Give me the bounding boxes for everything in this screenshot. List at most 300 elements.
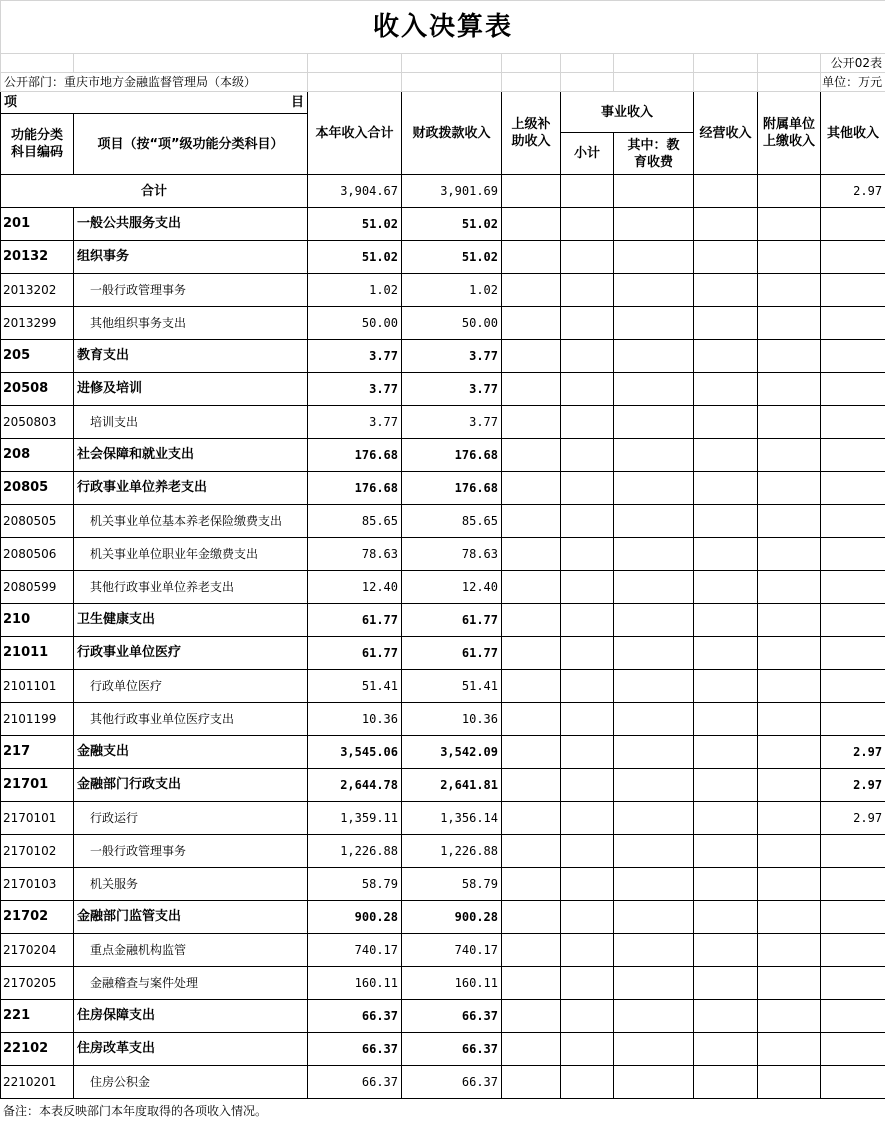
row-career-subtotal	[561, 208, 614, 241]
row-affiliated-income	[758, 670, 821, 703]
row-other-income	[821, 901, 885, 934]
row-career-subtotal	[561, 868, 614, 901]
row-name: 其他行政事业单位养老支出	[74, 571, 308, 604]
row-name: 进修及培训	[74, 373, 308, 406]
row-fiscal-income: 10.36	[402, 703, 502, 736]
row-name: 组织事务	[74, 241, 308, 274]
row-name: 卫生健康支出	[74, 604, 308, 637]
header-education-fee: 其中：教育收费	[614, 133, 694, 175]
row-total-income: 3.77	[308, 406, 402, 439]
row-total-income: 740.17	[308, 934, 402, 967]
row-education-fee	[614, 1000, 694, 1033]
row-operating-income	[694, 802, 758, 835]
row-code: 2210201	[1, 1066, 74, 1099]
row-education-fee	[614, 901, 694, 934]
row-name: 教育支出	[74, 340, 308, 373]
row-other-income	[821, 274, 885, 307]
table-row	[1, 571, 885, 604]
total-label: 合计	[1, 175, 308, 208]
table-row	[1, 1033, 885, 1066]
row-code: 21701	[1, 769, 74, 802]
total-income-value: 3,904.67	[308, 175, 402, 208]
table-row	[1, 208, 885, 241]
row-code: 2080599	[1, 571, 74, 604]
row-affiliated-income	[758, 208, 821, 241]
row-career-subtotal	[561, 703, 614, 736]
row-code: 2170102	[1, 835, 74, 868]
footnote: 备注：本表反映部门本年度取得的各项收入情况。	[3, 1104, 268, 1118]
row-name: 行政事业单位医疗	[74, 637, 308, 670]
row-operating-income	[694, 703, 758, 736]
row-affiliated-income	[758, 901, 821, 934]
row-career-subtotal	[561, 241, 614, 274]
row-operating-income	[694, 1066, 758, 1099]
row-total-income: 3.77	[308, 340, 402, 373]
row-superior-subsidy	[502, 802, 561, 835]
table-row	[1, 439, 885, 472]
row-other-income	[821, 373, 885, 406]
row-education-fee	[614, 736, 694, 769]
row-code: 221	[1, 1000, 74, 1033]
table-row	[1, 472, 885, 505]
row-other-income: 2.97	[821, 736, 885, 769]
row-education-fee	[614, 1033, 694, 1066]
row-education-fee	[614, 340, 694, 373]
row-total-income: 1,359.11	[308, 802, 402, 835]
row-fiscal-income: 61.77	[402, 637, 502, 670]
row-superior-subsidy	[502, 637, 561, 670]
table-row	[1, 307, 885, 340]
header-superior-subsidy: 上级补助收入	[502, 92, 561, 175]
row-operating-income	[694, 571, 758, 604]
row-superior-subsidy	[502, 736, 561, 769]
header-mu: 目	[290, 95, 304, 110]
row-superior-subsidy	[502, 769, 561, 802]
row-career-subtotal	[561, 802, 614, 835]
row-operating-income	[694, 868, 758, 901]
row-superior-subsidy	[502, 274, 561, 307]
table-row	[1, 604, 885, 637]
row-superior-subsidy	[502, 307, 561, 340]
row-operating-income	[694, 307, 758, 340]
table-row	[1, 703, 885, 736]
row-code: 2101199	[1, 703, 74, 736]
row-education-fee	[614, 505, 694, 538]
table-row	[1, 769, 885, 802]
total-fiscal-value: 3,901.69	[402, 175, 502, 208]
row-other-income	[821, 934, 885, 967]
row-education-fee	[614, 967, 694, 1000]
header-operating-income: 经营收入	[694, 92, 758, 175]
row-name: 一般行政管理事务	[74, 835, 308, 868]
row-superior-subsidy	[502, 604, 561, 637]
row-fiscal-income: 78.63	[402, 538, 502, 571]
row-code: 208	[1, 439, 74, 472]
row-total-income: 51.02	[308, 208, 402, 241]
row-code: 210	[1, 604, 74, 637]
table-row	[1, 538, 885, 571]
row-affiliated-income	[758, 538, 821, 571]
row-career-subtotal	[561, 274, 614, 307]
row-career-subtotal	[561, 373, 614, 406]
row-total-income: 51.41	[308, 670, 402, 703]
row-other-income: 2.97	[821, 802, 885, 835]
row-name: 机关服务	[74, 868, 308, 901]
row-career-subtotal	[561, 571, 614, 604]
row-education-fee	[614, 307, 694, 340]
row-other-income	[821, 868, 885, 901]
row-career-subtotal	[561, 340, 614, 373]
row-name: 机关事业单位基本养老保险缴费支出	[74, 505, 308, 538]
row-career-subtotal	[561, 307, 614, 340]
row-education-fee	[614, 274, 694, 307]
row-operating-income	[694, 406, 758, 439]
row-other-income	[821, 637, 885, 670]
row-career-subtotal	[561, 472, 614, 505]
row-code: 20132	[1, 241, 74, 274]
row-name: 行政运行	[74, 802, 308, 835]
row-operating-income	[694, 769, 758, 802]
row-code: 22102	[1, 1033, 74, 1066]
total-other-value: 2.97	[821, 175, 885, 208]
row-fiscal-income: 50.00	[402, 307, 502, 340]
row-operating-income	[694, 472, 758, 505]
row-fiscal-income: 61.77	[402, 604, 502, 637]
row-operating-income	[694, 1000, 758, 1033]
row-total-income: 10.36	[308, 703, 402, 736]
row-affiliated-income	[758, 373, 821, 406]
row-superior-subsidy	[502, 1066, 561, 1099]
row-total-income: 51.02	[308, 241, 402, 274]
row-total-income: 58.79	[308, 868, 402, 901]
table-row	[1, 1066, 885, 1099]
row-education-fee	[614, 835, 694, 868]
row-other-income	[821, 670, 885, 703]
row-fiscal-income: 176.68	[402, 472, 502, 505]
row-code: 2170205	[1, 967, 74, 1000]
row-name: 一般公共服务支出	[74, 208, 308, 241]
row-fiscal-income: 51.02	[402, 208, 502, 241]
row-affiliated-income	[758, 439, 821, 472]
row-affiliated-income	[758, 274, 821, 307]
row-other-income	[821, 604, 885, 637]
row-total-income: 176.68	[308, 472, 402, 505]
row-operating-income	[694, 835, 758, 868]
row-total-income: 2,644.78	[308, 769, 402, 802]
row-superior-subsidy	[502, 373, 561, 406]
row-affiliated-income	[758, 637, 821, 670]
row-total-income: 1,226.88	[308, 835, 402, 868]
row-career-subtotal	[561, 1033, 614, 1066]
row-operating-income	[694, 1033, 758, 1066]
row-fiscal-income: 3.77	[402, 373, 502, 406]
row-code: 20805	[1, 472, 74, 505]
row-operating-income	[694, 208, 758, 241]
row-fiscal-income: 3.77	[402, 340, 502, 373]
row-fiscal-income: 2,641.81	[402, 769, 502, 802]
row-total-income: 1.02	[308, 274, 402, 307]
table-row	[1, 835, 885, 868]
row-affiliated-income	[758, 868, 821, 901]
row-career-subtotal	[561, 505, 614, 538]
header-subtotal: 小计	[561, 133, 614, 175]
row-other-income	[821, 967, 885, 1000]
row-other-income	[821, 439, 885, 472]
row-career-subtotal	[561, 1066, 614, 1099]
header-other-income: 其他收入	[821, 92, 885, 175]
row-fiscal-income: 900.28	[402, 901, 502, 934]
row-other-income	[821, 208, 885, 241]
row-other-income	[821, 1066, 885, 1099]
row-other-income	[821, 307, 885, 340]
row-fiscal-income: 66.37	[402, 1033, 502, 1066]
row-operating-income	[694, 505, 758, 538]
row-affiliated-income	[758, 472, 821, 505]
row-total-income: 61.77	[308, 637, 402, 670]
total-row	[1, 175, 885, 208]
row-other-income	[821, 703, 885, 736]
row-affiliated-income	[758, 769, 821, 802]
table-row	[1, 967, 885, 1000]
row-affiliated-income	[758, 406, 821, 439]
row-affiliated-income	[758, 241, 821, 274]
row-code: 201	[1, 208, 74, 241]
row-total-income: 12.40	[308, 571, 402, 604]
row-superior-subsidy	[502, 340, 561, 373]
row-fiscal-income: 85.65	[402, 505, 502, 538]
header-affiliated-income: 附属单位上缴收入	[758, 92, 821, 175]
row-operating-income	[694, 901, 758, 934]
row-career-subtotal	[561, 736, 614, 769]
page-title: 收入决算表	[1, 1, 885, 54]
row-career-subtotal	[561, 637, 614, 670]
row-other-income	[821, 835, 885, 868]
row-fiscal-income: 66.37	[402, 1066, 502, 1099]
row-affiliated-income	[758, 340, 821, 373]
row-code: 205	[1, 340, 74, 373]
row-fiscal-income: 1.02	[402, 274, 502, 307]
row-education-fee	[614, 439, 694, 472]
table-row	[1, 274, 885, 307]
row-code: 21702	[1, 901, 74, 934]
row-code: 2170204	[1, 934, 74, 967]
row-operating-income	[694, 373, 758, 406]
row-affiliated-income	[758, 604, 821, 637]
row-education-fee	[614, 769, 694, 802]
row-education-fee	[614, 934, 694, 967]
row-fiscal-income: 3,542.09	[402, 736, 502, 769]
row-code: 2050803	[1, 406, 74, 439]
row-education-fee	[614, 571, 694, 604]
row-superior-subsidy	[502, 472, 561, 505]
row-affiliated-income	[758, 802, 821, 835]
row-total-income: 78.63	[308, 538, 402, 571]
table-row	[1, 736, 885, 769]
row-name: 住房公积金	[74, 1066, 308, 1099]
row-superior-subsidy	[502, 868, 561, 901]
row-superior-subsidy	[502, 505, 561, 538]
row-name: 金融部门行政支出	[74, 769, 308, 802]
row-superior-subsidy	[502, 967, 561, 1000]
row-education-fee	[614, 670, 694, 703]
row-name: 其他行政事业单位医疗支出	[74, 703, 308, 736]
table-row	[1, 373, 885, 406]
row-name: 住房改革支出	[74, 1033, 308, 1066]
table-row	[1, 637, 885, 670]
header-item-group	[1, 92, 308, 114]
table-row	[1, 934, 885, 967]
row-name: 行政单位医疗	[74, 670, 308, 703]
header-total-income: 本年收入合计	[308, 92, 402, 175]
row-superior-subsidy	[502, 439, 561, 472]
row-other-income	[821, 1033, 885, 1066]
row-total-income: 50.00	[308, 307, 402, 340]
row-fiscal-income: 51.41	[402, 670, 502, 703]
row-career-subtotal	[561, 439, 614, 472]
row-code: 2170103	[1, 868, 74, 901]
row-education-fee	[614, 703, 694, 736]
row-other-income	[821, 406, 885, 439]
row-name: 行政事业单位养老支出	[74, 472, 308, 505]
row-name: 重点金融机构监管	[74, 934, 308, 967]
row-affiliated-income	[758, 505, 821, 538]
row-affiliated-income	[758, 934, 821, 967]
row-other-income	[821, 571, 885, 604]
row-other-income	[821, 1000, 885, 1033]
row-career-subtotal	[561, 934, 614, 967]
row-fiscal-income: 66.37	[402, 1000, 502, 1033]
row-total-income: 3.77	[308, 373, 402, 406]
header-xiang: 项	[4, 95, 18, 110]
row-education-fee	[614, 637, 694, 670]
row-career-subtotal	[561, 835, 614, 868]
table-row	[1, 1000, 885, 1033]
table-row	[1, 868, 885, 901]
row-education-fee	[614, 538, 694, 571]
header-career-income: 事业收入	[561, 92, 694, 133]
row-superior-subsidy	[502, 1033, 561, 1066]
row-code: 217	[1, 736, 74, 769]
row-name: 其他组织事务支出	[74, 307, 308, 340]
row-total-income: 66.37	[308, 1066, 402, 1099]
row-name: 培训支出	[74, 406, 308, 439]
row-total-income: 61.77	[308, 604, 402, 637]
table-row	[1, 406, 885, 439]
row-career-subtotal	[561, 670, 614, 703]
row-affiliated-income	[758, 1033, 821, 1066]
row-affiliated-income	[758, 571, 821, 604]
row-career-subtotal	[561, 967, 614, 1000]
row-total-income: 66.37	[308, 1000, 402, 1033]
row-other-income	[821, 472, 885, 505]
row-superior-subsidy	[502, 1000, 561, 1033]
row-affiliated-income	[758, 307, 821, 340]
row-code: 2080505	[1, 505, 74, 538]
row-name: 金融部门监管支出	[74, 901, 308, 934]
row-code: 20508	[1, 373, 74, 406]
row-total-income: 66.37	[308, 1033, 402, 1066]
table-row	[1, 340, 885, 373]
row-affiliated-income	[758, 835, 821, 868]
row-name: 金融稽查与案件处理	[74, 967, 308, 1000]
table-row	[1, 505, 885, 538]
row-operating-income	[694, 736, 758, 769]
row-education-fee	[614, 1066, 694, 1099]
department-label: 公开部门：重庆市地方金融监督管理局（本级）	[1, 73, 308, 92]
row-education-fee	[614, 868, 694, 901]
row-total-income: 900.28	[308, 901, 402, 934]
row-code: 21011	[1, 637, 74, 670]
row-total-income: 3,545.06	[308, 736, 402, 769]
row-operating-income	[694, 604, 758, 637]
row-affiliated-income	[758, 703, 821, 736]
row-total-income: 176.68	[308, 439, 402, 472]
row-fiscal-income: 1,356.14	[402, 802, 502, 835]
row-name: 金融支出	[74, 736, 308, 769]
row-total-income: 85.65	[308, 505, 402, 538]
row-operating-income	[694, 340, 758, 373]
row-education-fee	[614, 472, 694, 505]
table-row	[1, 241, 885, 274]
row-operating-income	[694, 439, 758, 472]
row-superior-subsidy	[502, 406, 561, 439]
table-row	[1, 901, 885, 934]
row-affiliated-income	[758, 736, 821, 769]
row-education-fee	[614, 241, 694, 274]
row-name: 一般行政管理事务	[74, 274, 308, 307]
row-other-income	[821, 505, 885, 538]
table-row	[1, 802, 885, 835]
row-operating-income	[694, 241, 758, 274]
row-code: 2013299	[1, 307, 74, 340]
row-operating-income	[694, 637, 758, 670]
form-code: 公开02表	[821, 54, 885, 73]
header-item-name: 项目（按“项”级功能分类科目）	[74, 114, 308, 175]
row-affiliated-income	[758, 1000, 821, 1033]
row-name: 机关事业单位职业年金缴费支出	[74, 538, 308, 571]
row-career-subtotal	[561, 769, 614, 802]
row-operating-income	[694, 934, 758, 967]
row-superior-subsidy	[502, 934, 561, 967]
row-education-fee	[614, 208, 694, 241]
header-func-code: 功能分类科目编码	[1, 114, 74, 175]
row-code: 2013202	[1, 274, 74, 307]
row-education-fee	[614, 406, 694, 439]
row-operating-income	[694, 670, 758, 703]
row-superior-subsidy	[502, 703, 561, 736]
row-superior-subsidy	[502, 835, 561, 868]
row-name: 社会保障和就业支出	[74, 439, 308, 472]
unit-label: 单位：万元	[821, 73, 885, 92]
row-superior-subsidy	[502, 901, 561, 934]
row-fiscal-income: 160.11	[402, 967, 502, 1000]
row-affiliated-income	[758, 1066, 821, 1099]
row-total-income: 160.11	[308, 967, 402, 1000]
row-fiscal-income: 740.17	[402, 934, 502, 967]
row-fiscal-income: 58.79	[402, 868, 502, 901]
row-education-fee	[614, 802, 694, 835]
table-row	[1, 670, 885, 703]
header-fiscal-income: 财政拨款收入	[402, 92, 502, 175]
row-affiliated-income	[758, 967, 821, 1000]
row-education-fee	[614, 604, 694, 637]
row-fiscal-income: 12.40	[402, 571, 502, 604]
row-other-income	[821, 241, 885, 274]
row-fiscal-income: 1,226.88	[402, 835, 502, 868]
row-fiscal-income: 176.68	[402, 439, 502, 472]
row-code: 2080506	[1, 538, 74, 571]
row-fiscal-income: 3.77	[402, 406, 502, 439]
